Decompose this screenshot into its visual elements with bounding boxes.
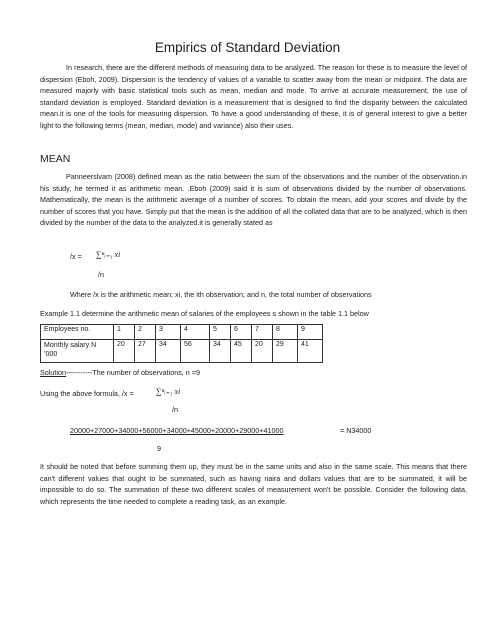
mean-result: = N34000 bbox=[340, 426, 372, 435]
table-cell: 34 bbox=[156, 340, 181, 363]
closing-paragraph: It should be noted that before summing them up, they must be in the same units and also in the same scale. This means that there can't different values that ought to be summated, such as having naira and dollars values that are to be summated, it will be impossible to do so. The summation of these two different scales of measurement won't be possible. Consider the following data, which represents the time needed to complete a reading task, as an example. bbox=[40, 462, 467, 506]
table-cell: 45 bbox=[231, 340, 252, 363]
salary-unit: ’000 bbox=[44, 351, 58, 358]
formula-denominator-2: /n bbox=[172, 405, 178, 414]
table-cell: 27 bbox=[135, 340, 156, 363]
salary-table bbox=[40, 324, 323, 363]
table-cell: 4 bbox=[181, 325, 210, 340]
mean-heading: MEAN bbox=[40, 153, 71, 165]
table-cell: 6 bbox=[231, 325, 252, 340]
solution-word: Solution bbox=[40, 368, 66, 377]
table-row bbox=[41, 325, 323, 340]
table-cell: 20 bbox=[252, 340, 273, 363]
table-cell: 5 bbox=[210, 325, 231, 340]
table-cell: 7 bbox=[252, 325, 273, 340]
table-cell: 8 bbox=[273, 325, 298, 340]
table-cell: 1 bbox=[114, 325, 135, 340]
where-line: Where /x is the arithmetic mean; xi, the ith observation; and n, the total number of observations bbox=[70, 290, 372, 299]
table-cell: 29 bbox=[273, 340, 298, 363]
using-line: Using the above formula, /x = bbox=[40, 389, 134, 398]
solution-line bbox=[40, 368, 200, 378]
formula-sum-2: ∑ⁿᵢ₌₁ xi bbox=[156, 387, 181, 396]
table-cell: Employees no. bbox=[41, 325, 114, 340]
formula-lhs: /x = bbox=[70, 252, 82, 261]
table-cell: 9 bbox=[298, 325, 323, 340]
table-cell bbox=[41, 340, 114, 363]
formula-sum: ∑ⁿᵢ₌₁ xi bbox=[96, 250, 121, 259]
page-title: Empirics of Standard Deviation bbox=[154, 40, 341, 55]
solution-text: -----------The number of observations, n =9 bbox=[65, 368, 200, 377]
table-row bbox=[41, 340, 323, 363]
salary-label: Monthly salary N bbox=[44, 342, 97, 349]
table-cell: 20 bbox=[114, 340, 135, 363]
table-cell: 3 bbox=[156, 325, 181, 340]
divisor: 9 bbox=[157, 444, 161, 453]
sum-expression: 20000+27000+34000+56000+34000+45000+20000+29000+41000 bbox=[70, 426, 284, 435]
table-cell: 34 bbox=[210, 340, 231, 363]
table-cell: 56 bbox=[181, 340, 210, 363]
mean-paragraph: Panneerslvam (2008) defined mean as the ratio between the sum of the observations and the number of the observation.in his study, he termed it as arithmetic mean. .Eboh (2009) said it is sum of observations divided by the number of observations. Mathematically, the mean is the arithmetic average of a number of scores. To obtain the mean, add your scores and divide by the number of scores that you have. Simply put that the mean is the addition of all the collated data that are to be analyzed, which is then divided by the number of the data to the analyzed.it is generally stated as bbox=[40, 172, 467, 228]
table-cell: 41 bbox=[298, 340, 323, 363]
table-cell: 2 bbox=[135, 325, 156, 340]
formula-denominator: /n bbox=[98, 270, 104, 279]
example-line: Example 1.1 determine the arithmetic mean of salaries of the employees s shown in the table 1.1 below bbox=[40, 309, 369, 318]
intro-paragraph: In research, there are the different methods of measuring data to be analyzed. The reason for these is to measure the level of dispersion (Eboh, 2009). Dispersion is the tendency of values of a variable to scatter away from the mean or midpoint. The data are measured majorly with basic statistical tools such as mean, median and mode. To arrive at accurate measurement, the use of standard deviation is employed. Standard deviation is a measurement that is designed to find the disparity between the calculated mean.it is one of the tools for measuring dispersion. To have a good understanding of these, it is of general interest to give a better light to the following terms (mean, median, mode) and variance) also their uses. bbox=[40, 63, 467, 130]
